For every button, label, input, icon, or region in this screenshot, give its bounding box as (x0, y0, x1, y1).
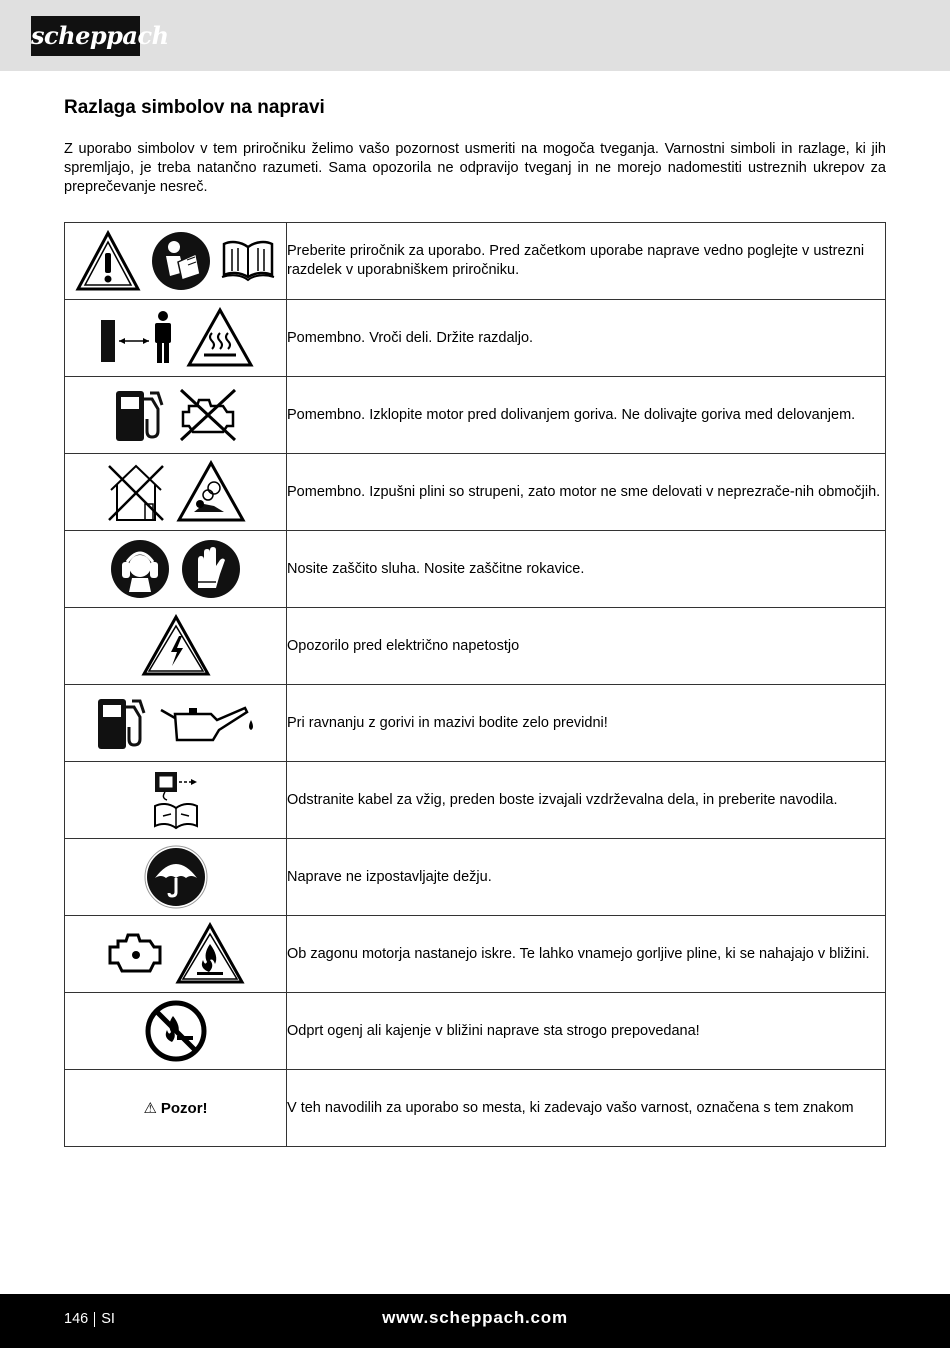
page-number-value: 146 (64, 1311, 89, 1327)
no-open-flame-icon (143, 998, 209, 1064)
row-description: Preberite priročnik za uporabo. Pred začetkom uporabe naprave vedno poglejte v ustrezni razdelek v uporabniškem priročniku. (287, 223, 886, 300)
fuel-pump-icon (112, 385, 168, 445)
table-row (65, 762, 886, 839)
hot-surface-icon (186, 307, 254, 369)
engine-icon (106, 931, 166, 977)
row-description: Opozorilo pred električno napetostjo (287, 608, 886, 685)
table-row (65, 1070, 886, 1147)
read-manual-icon (150, 230, 212, 292)
table-row (65, 839, 886, 916)
flammable-icon (175, 922, 245, 986)
toxic-fumes-icon (176, 460, 246, 524)
intro-paragraph: Z uporabo simbolov v tem priročniku želimo vašo pozornost usmeriti na mogoča tveganja. Varnostni simboli in razlage, ki jih spremljajo, je treba natančno razumeti. Sama opozorila ne odpravijo tveganj in ne morejo nadomestiti ustreznih ukrepov za preprečevanje nesreč. (64, 141, 886, 195)
pozor-label (65, 1070, 287, 1147)
row-description: Odstranite kabel za vžig, preden boste izvajali vzdrževalna dela, in preberite navodila. (287, 762, 886, 839)
scheppach-logo: scheppach (31, 16, 140, 56)
row-description: Odprt ogenj ali kajenje v bližini naprave sta strogo prepovedana! (287, 993, 886, 1070)
page-footer (0, 1294, 950, 1348)
book-icon (220, 239, 276, 283)
spark-plug-manual-icon (151, 768, 201, 832)
table-row (65, 377, 886, 454)
no-indoor-use-icon (105, 460, 167, 524)
table-row (65, 300, 886, 377)
language-code: SI (101, 1311, 115, 1327)
row-description: Naprave ne izpostavljajte dežju. (287, 839, 886, 916)
engine-off-icon (177, 386, 239, 444)
table-row (65, 916, 886, 993)
symbols-table (64, 222, 886, 1147)
ear-protection-icon (109, 538, 171, 600)
pozor-text: Pozor! (160, 1100, 208, 1117)
row-description: Nosite zaščito sluha. Nosite zaščitne rokavice. (287, 531, 886, 608)
row-description: V teh navodilih za uporabo so mesta, ki zadevajo vašo varnost, označena s tem znakom (287, 1070, 886, 1147)
fuel-pump-icon (94, 693, 150, 753)
row-description: Pomembno. Vroči deli. Držite razdaljo. (287, 300, 886, 377)
warning-icon: ⚠ (143, 1100, 157, 1117)
warning-triangle-icon (75, 229, 141, 293)
table-row (65, 454, 886, 531)
keep-distance-icon (97, 310, 177, 366)
row-description: Pomembno. Izklopite motor pred dolivanjem goriva. Ne dolivajte goriva med delovanjem. (287, 377, 886, 454)
oil-can-icon (159, 700, 257, 746)
website-url: www.scheppach.com (382, 1308, 568, 1327)
row-description: Pri ravnanju z gorivi in mazivi bodite zelo previdni! (287, 685, 886, 762)
row-description: Ob zagonu motorja nastanejo iskre. Te lahko vnamejo gorljive pline, ki se nahajajo v bližini. (287, 916, 886, 993)
table-row (65, 993, 886, 1070)
page-title: Razlaga simbolov na napravi (64, 97, 325, 118)
no-rain-icon (143, 844, 209, 910)
gloves-icon (180, 538, 242, 600)
table-row (65, 531, 886, 608)
table-row (65, 223, 886, 300)
row-description: Pomembno. Izpušni plini so strupeni, zato motor ne sme delovati v neprezrače-nih območjih. (287, 454, 886, 531)
table-row (65, 608, 886, 685)
table-row (65, 685, 886, 762)
electric-hazard-icon (141, 614, 211, 678)
page-header (0, 0, 950, 71)
